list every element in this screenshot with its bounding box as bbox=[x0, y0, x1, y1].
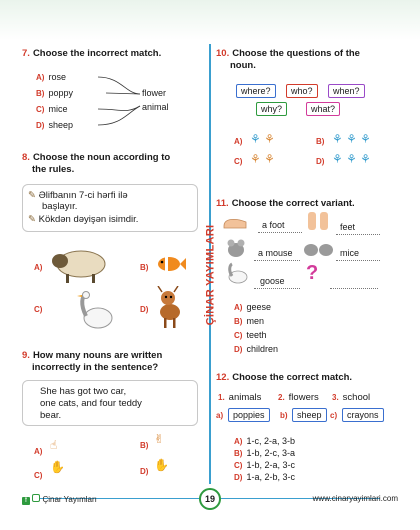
q11-option-c[interactable]: C) teeth bbox=[234, 330, 267, 340]
goose-picture-q8 bbox=[74, 290, 114, 332]
top-band bbox=[0, 0, 420, 40]
brand-text: ÇİNAR YAYIMLARI bbox=[204, 224, 217, 326]
q12-option-d[interactable]: D) 1-a, 2-b, 3-c bbox=[234, 472, 295, 482]
q10-title: 10. Choose the questions of the noun. bbox=[216, 48, 360, 71]
q11-feet-line bbox=[336, 234, 380, 235]
word-why: why? bbox=[256, 102, 287, 116]
word-what: what? bbox=[306, 102, 340, 116]
page-number: 19 bbox=[199, 488, 221, 510]
q10-option-b[interactable]: B) bbox=[316, 137, 325, 146]
q11-goose-line bbox=[254, 288, 300, 289]
facebook-icon[interactable]: f bbox=[22, 497, 30, 505]
q12-option-a[interactable]: A) 1-c, 2-a, 3-b bbox=[234, 436, 295, 446]
q11-option-b[interactable]: B) men bbox=[234, 316, 264, 326]
mouse-picture bbox=[224, 238, 248, 258]
q7-option-d[interactable]: D) sheep bbox=[36, 120, 73, 130]
mice-picture bbox=[302, 238, 336, 258]
q11-a-foot-line bbox=[258, 232, 302, 233]
q11-goose: goose bbox=[260, 276, 285, 286]
q11-a-mouse: a mouse bbox=[258, 248, 293, 258]
q10-option-a[interactable]: A) bbox=[234, 137, 243, 146]
word-when: when? bbox=[328, 84, 365, 98]
sheep-picture bbox=[48, 246, 110, 284]
q7-option-a[interactable]: A) rose bbox=[36, 72, 66, 82]
q11-feet: feet bbox=[340, 222, 356, 232]
q12-item-1: 1. animals bbox=[218, 392, 262, 403]
q10-option-d[interactable]: D) bbox=[316, 157, 325, 166]
q9-option-b[interactable]: B) bbox=[140, 441, 149, 450]
footer-publisher[interactable]: f Çinar Yayımları bbox=[22, 494, 97, 505]
q11-a-mouse-line bbox=[254, 260, 300, 261]
q9-option-d[interactable]: D) bbox=[140, 467, 149, 476]
q12-item-2: 2. flowers bbox=[278, 392, 319, 403]
q7-title: 7. Choose the incorrect match. bbox=[22, 48, 162, 59]
q12-box-sheep: sheep bbox=[292, 408, 327, 422]
foot-picture bbox=[222, 214, 248, 230]
q12-box-a-label: a) bbox=[216, 411, 224, 420]
q11-a-foot: a foot bbox=[262, 220, 285, 230]
q8-option-d[interactable]: D) bbox=[140, 305, 149, 314]
q9-option-a[interactable]: A) bbox=[34, 447, 43, 456]
q11-mice: mice bbox=[340, 248, 360, 258]
q9-option-c[interactable]: C) bbox=[34, 471, 43, 480]
q8-option-a[interactable]: A) bbox=[34, 263, 43, 272]
q12-box-b-label: b) bbox=[280, 411, 288, 420]
fish-picture bbox=[156, 254, 186, 274]
q10-a-word-marks: ⚘ ⚘ bbox=[250, 132, 275, 146]
q12-box-c-label: c) bbox=[330, 411, 338, 420]
feet-picture bbox=[304, 210, 334, 232]
q11-title: 11. Choose the correct variant. bbox=[216, 198, 355, 209]
goose-picture-q11 bbox=[224, 262, 250, 284]
q10-option-c[interactable]: C) bbox=[234, 157, 243, 166]
q9-sentence: She has got two car, one cats, and four teddy bear. bbox=[40, 386, 142, 421]
footer-website[interactable]: www.cinaryayimlari.com bbox=[312, 494, 398, 503]
footer bbox=[0, 486, 420, 530]
q9-title: 9. How many nouns are written incorrectly in the sentence? bbox=[22, 350, 163, 373]
four-fingers-icon: ✋ bbox=[154, 458, 169, 472]
q8-rule-1: ✎ Əlifbanın 7-ci hərfi ilə başlayır. bbox=[28, 190, 128, 212]
q12-title: 12. Choose the correct match. bbox=[216, 372, 353, 383]
instagram-icon[interactable] bbox=[32, 494, 40, 502]
side-brand bbox=[198, 224, 222, 326]
q7-right-animal: animal bbox=[142, 102, 169, 112]
q12-box-crayons: crayons bbox=[342, 408, 384, 422]
question-mark: ? bbox=[306, 262, 319, 284]
three-fingers-icon: ✋ bbox=[50, 460, 65, 474]
q11-answer-line bbox=[330, 288, 378, 289]
q7-option-c[interactable]: C) mice bbox=[36, 104, 68, 114]
word-who: who? bbox=[286, 84, 318, 98]
word-where: where? bbox=[236, 84, 276, 98]
q11-option-a[interactable]: A) geese bbox=[234, 302, 271, 312]
q12-item-3: 3. school bbox=[332, 392, 371, 403]
q12-option-c[interactable]: C) 1-b, 2-a, 3-c bbox=[234, 460, 295, 470]
q12-option-b[interactable]: B) 1-b, 2-c, 3-a bbox=[234, 448, 295, 458]
q10-b-word-marks: ⚘ ⚘ ⚘ bbox=[332, 132, 371, 146]
one-finger-icon: ☝ bbox=[50, 438, 58, 452]
two-fingers-icon: ✌ bbox=[154, 432, 165, 446]
q7-right-flower: flower bbox=[142, 88, 167, 98]
q10-c-word-marks: ⚘ ⚘ bbox=[250, 152, 275, 166]
q8-rule-2: ✎ Kökdən dəyişən isimdir. bbox=[28, 214, 139, 225]
q7-option-b[interactable]: B) poppy bbox=[36, 88, 73, 98]
q8-option-c[interactable]: C) bbox=[34, 305, 43, 314]
q12-box-poppies: poppies bbox=[228, 408, 270, 422]
q11-option-d[interactable]: D) children bbox=[234, 344, 278, 354]
q8-option-b[interactable]: B) bbox=[140, 263, 149, 272]
q7-match-lines bbox=[96, 74, 146, 130]
q10-d-word-marks: ⚘ ⚘ ⚘ bbox=[332, 152, 371, 166]
q11-mice-line bbox=[336, 260, 380, 261]
q8-title: 8. Choose the noun according to the rules. bbox=[22, 152, 171, 175]
deer-picture bbox=[152, 286, 186, 330]
